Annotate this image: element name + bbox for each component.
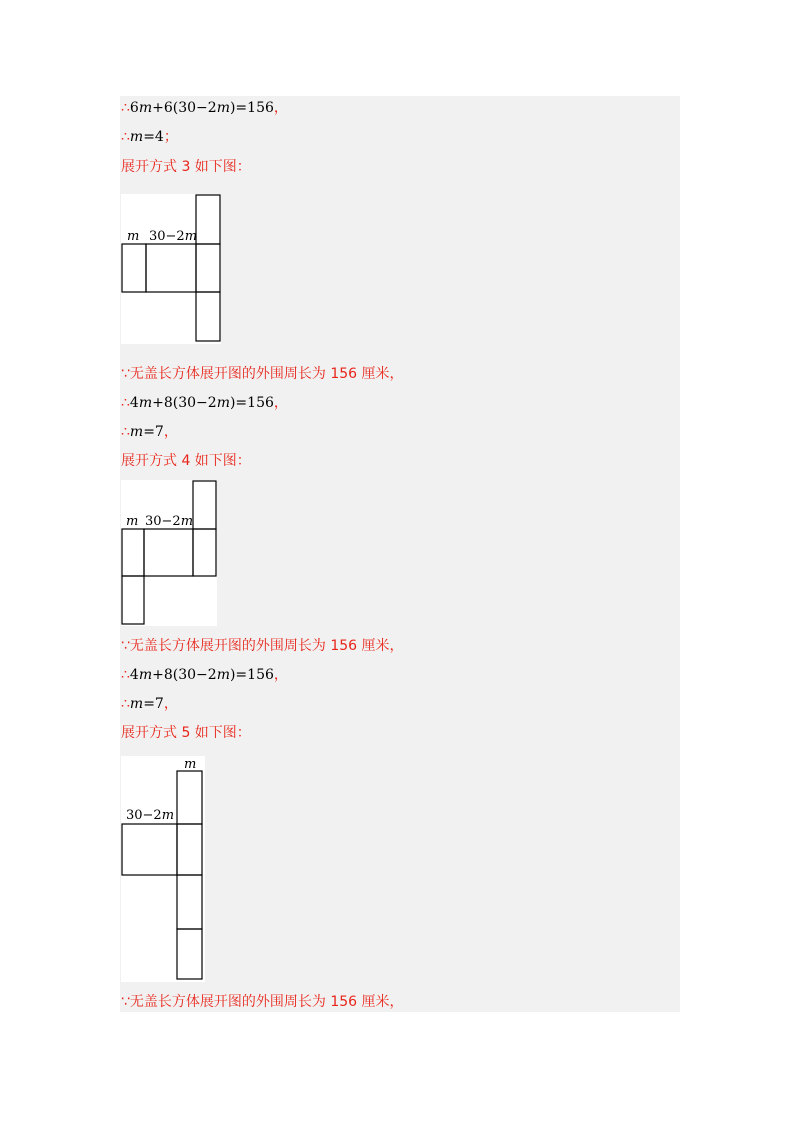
fig4-top-face: [193, 481, 216, 529]
fig3-bottom-face: [196, 292, 220, 341]
fig4-base-face: [144, 529, 193, 576]
fig3-label-expr: 30−2m: [149, 229, 198, 244]
fig5-base-face: [177, 824, 202, 875]
fig3-right-face: [196, 244, 220, 292]
fig5-bottom-face: [177, 929, 202, 979]
fig4-bottom-face: [122, 576, 144, 624]
perimeter-statement-2: ∵无盖长方体展开图的外围周长为 156 厘米，: [121, 638, 404, 654]
equation-line-2: ∴4m+8(30−2m)=156，: [121, 395, 288, 411]
net-figure-5: [121, 756, 205, 982]
fig5-label-expr: 30−2m: [126, 808, 175, 823]
method-3-heading: 展开方式 3 如下图：: [121, 159, 251, 175]
fig3-left-face: [122, 244, 146, 292]
fig3-base-face: [146, 244, 196, 292]
solution-line-3: ∴m=7，: [121, 696, 178, 712]
fig3-label-m: m: [127, 229, 140, 244]
net-figure-3: [121, 194, 221, 344]
solution-line-1: ∴m=4；: [121, 129, 178, 145]
fig5-left-face: [122, 824, 177, 875]
fig5-label-m: m: [184, 757, 197, 772]
net-figure-4: [121, 480, 217, 626]
perimeter-statement-1: ∵无盖长方体展开图的外围周长为 156 厘米，: [121, 366, 404, 382]
fig5-lower-face: [177, 875, 202, 929]
solution-line-2: ∴m=7，: [121, 424, 178, 440]
fig3-top-face: [196, 195, 220, 244]
method-4-heading: 展开方式 4 如下图：: [121, 453, 251, 469]
method-5-heading: 展开方式 5 如下图：: [121, 725, 251, 741]
fig5-top-face: [177, 771, 202, 824]
fig4-label-expr: 30−2m: [145, 514, 194, 529]
perimeter-statement-3: ∵无盖长方体展开图的外围周长为 156 厘米，: [121, 994, 404, 1010]
fig4-right-face: [193, 529, 216, 576]
equation-line-1: ∴6m+6(30−2m)=156，: [121, 100, 288, 116]
fig4-label-m: m: [126, 514, 139, 529]
equation-line-3: ∴4m+8(30−2m)=156，: [121, 667, 288, 683]
fig4-left-face: [122, 529, 144, 576]
